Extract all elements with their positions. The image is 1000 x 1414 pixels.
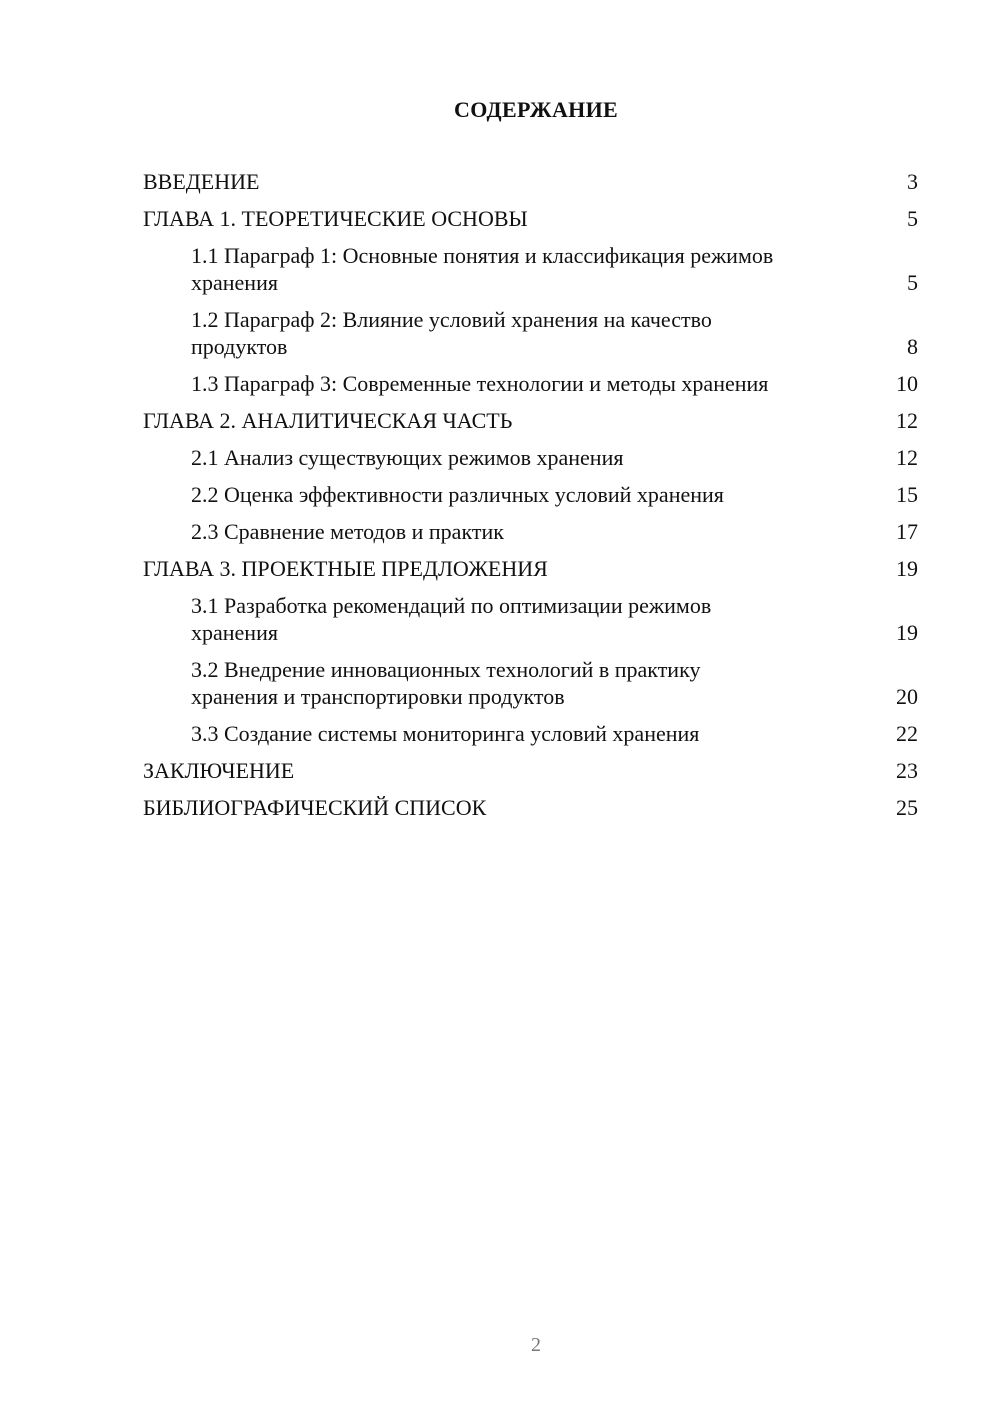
toc-entry-section-3-1[interactable] bbox=[143, 592, 918, 646]
toc-entry-page: 10 bbox=[896, 371, 918, 396]
toc-entry-section-3-2[interactable] bbox=[143, 656, 918, 710]
toc-entry-title: 1.3 Параграф 3: Современные технологии и методы хранения bbox=[191, 371, 769, 396]
toc-entry-page: 17 bbox=[896, 519, 918, 544]
toc-entry-title: ГЛАВА 1. ТЕОРЕТИЧЕСКИЕ ОСНОВЫ bbox=[143, 206, 528, 231]
toc-entry-conclusion[interactable] bbox=[143, 757, 918, 784]
toc-entry-title: 1.2 Параграф 2: Влияние условий хранения на качество продуктов bbox=[191, 307, 712, 359]
toc-entry-page: 12 bbox=[896, 408, 918, 433]
toc-entry-page: 19 bbox=[896, 620, 918, 645]
toc-entry-chapter-1[interactable] bbox=[143, 205, 918, 232]
toc-entry-title: ГЛАВА 3. ПРОЕКТНЫЕ ПРЕДЛОЖЕНИЯ bbox=[143, 556, 548, 581]
toc-entry-title: ВВЕДЕНИЕ bbox=[143, 169, 260, 194]
toc-entry-chapter-3[interactable] bbox=[143, 555, 918, 582]
toc-entry-introduction[interactable] bbox=[143, 168, 918, 195]
toc-entry-section-2-1[interactable] bbox=[143, 444, 918, 471]
toc-entry-bibliography[interactable] bbox=[143, 794, 918, 821]
toc-entry-title: 2.3 Сравнение методов и практик bbox=[191, 519, 504, 544]
toc-entry-page: 23 bbox=[896, 758, 918, 783]
toc-entry-page: 5 bbox=[907, 270, 918, 295]
toc-entry-page: 8 bbox=[907, 334, 918, 359]
toc-entry-title: 2.2 Оценка эффективности различных условий хранения bbox=[191, 482, 724, 507]
toc-entry-page: 5 bbox=[907, 206, 918, 231]
toc-entry-title: БИБЛИОГРАФИЧЕСКИЙ СПИСОК bbox=[143, 795, 487, 820]
toc-entry-page: 20 bbox=[896, 684, 918, 709]
toc-entry-section-2-2[interactable] bbox=[143, 481, 918, 508]
toc-entry-title: 3.2 Внедрение инновационных технологий в практику хранения и транспортировки продуктов bbox=[191, 657, 701, 709]
page-number: 2 bbox=[531, 1334, 541, 1356]
toc-entry-page: 22 bbox=[896, 721, 918, 746]
toc-entry-title: ГЛАВА 2. АНАЛИТИЧЕСКАЯ ЧАСТЬ bbox=[143, 408, 513, 433]
toc-entry-page: 3 bbox=[907, 169, 918, 194]
toc-entry-title: 3.1 Разработка рекомендаций по оптимизации режимов хранения bbox=[191, 593, 712, 645]
toc-entry-page: 12 bbox=[896, 445, 918, 470]
toc-entry-page: 19 bbox=[896, 556, 918, 581]
toc-entry-section-1-1[interactable] bbox=[143, 242, 918, 296]
toc-entry-title: 3.3 Создание системы мониторинга условий хранения bbox=[191, 721, 700, 746]
toc-entry-page: 25 bbox=[896, 795, 918, 820]
toc-entry-title: 1.1 Параграф 1: Основные понятия и классификация режимов хранения bbox=[191, 243, 774, 295]
toc-entry-section-2-3[interactable] bbox=[143, 518, 918, 545]
table-of-contents bbox=[143, 168, 918, 831]
toc-entry-section-1-3[interactable] bbox=[143, 370, 918, 397]
toc-entry-title: 2.1 Анализ существующих режимов хранения bbox=[191, 445, 624, 470]
toc-entry-section-3-3[interactable] bbox=[143, 720, 918, 747]
toc-entry-page: 15 bbox=[896, 482, 918, 507]
toc-entry-chapter-2[interactable] bbox=[143, 407, 918, 434]
page-title: СОДЕРЖАНИЕ bbox=[454, 97, 618, 122]
toc-entry-title: ЗАКЛЮЧЕНИЕ bbox=[143, 758, 295, 783]
toc-entry-section-1-2[interactable] bbox=[143, 306, 918, 360]
